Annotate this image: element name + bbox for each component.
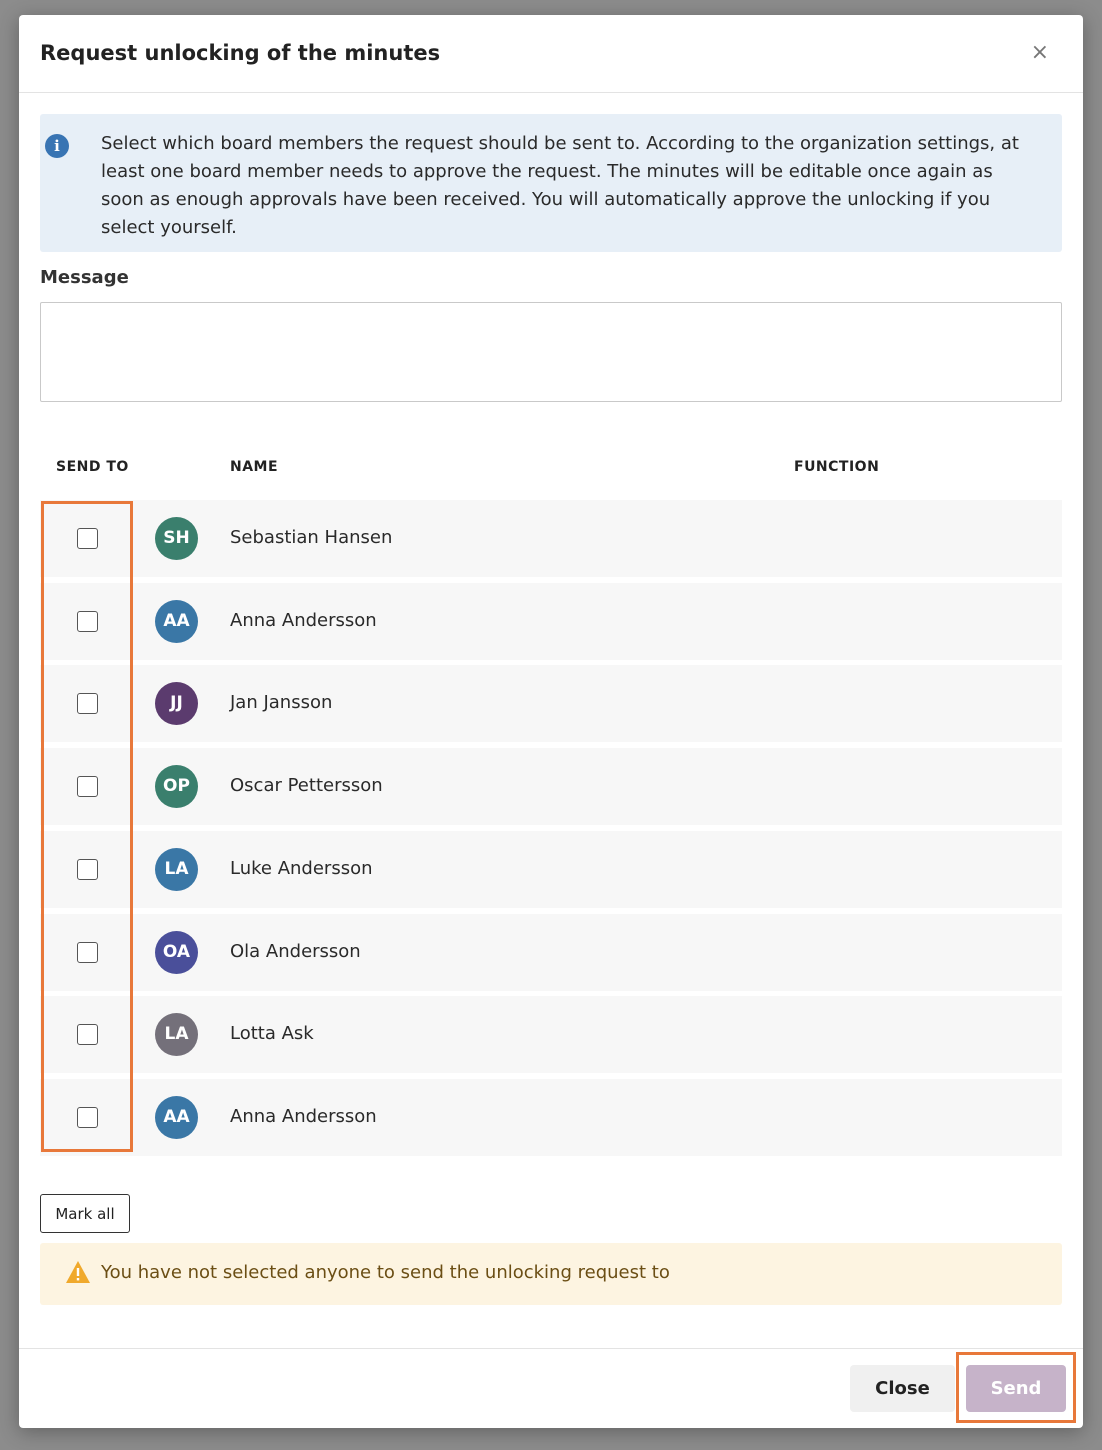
table-row: [40, 831, 1062, 908]
send-to-checkbox[interactable]: [77, 1107, 98, 1128]
warning-icon: [65, 1260, 91, 1284]
avatar: LA: [155, 848, 198, 891]
info-icon: i: [45, 134, 69, 158]
member-name: Luke Andersson: [230, 857, 373, 879]
table-row: [40, 748, 1062, 825]
table-row: [40, 996, 1062, 1073]
send-button[interactable]: Send: [966, 1365, 1066, 1412]
close-icon[interactable]: ×: [1030, 40, 1049, 65]
member-name: Anna Andersson: [230, 1105, 377, 1127]
mark-all-button[interactable]: Mark all: [40, 1194, 130, 1233]
table-row: [40, 1079, 1062, 1156]
member-name: Anna Andersson: [230, 609, 377, 631]
table-row: [40, 500, 1062, 577]
send-to-checkbox[interactable]: [77, 528, 98, 549]
dialog-header: [19, 15, 1083, 93]
member-name: Ola Andersson: [230, 940, 361, 962]
message-input[interactable]: [40, 302, 1062, 402]
send-to-checkbox[interactable]: [77, 859, 98, 880]
send-to-checkbox[interactable]: [77, 693, 98, 714]
table-row: [40, 914, 1062, 991]
avatar: OP: [155, 765, 198, 808]
unlock-request-dialog: [19, 15, 1083, 1428]
table-row: [40, 665, 1062, 742]
avatar: AA: [155, 600, 198, 643]
close-button[interactable]: Close: [850, 1365, 955, 1412]
info-notice: [40, 114, 1062, 252]
message-label: Message: [40, 267, 129, 288]
column-header-send-to: SEND TO: [56, 459, 129, 475]
member-name: Oscar Pettersson: [230, 775, 383, 797]
warning-text: You have not selected anyone to send the unlocking request to: [101, 1262, 670, 1283]
dialog-title: Request unlocking of the minutes: [40, 41, 441, 65]
member-name: Sebastian Hansen: [230, 527, 393, 548]
avatar: SH: [155, 517, 198, 560]
member-name: Lotta Ask: [230, 1023, 314, 1045]
send-to-checkbox[interactable]: [77, 942, 98, 963]
avatar: LA: [155, 1013, 198, 1056]
avatar: OA: [155, 931, 198, 974]
avatar: JJ: [155, 682, 198, 725]
send-to-checkbox[interactable]: [77, 1024, 98, 1045]
send-to-checkbox[interactable]: [77, 776, 98, 797]
avatar: AA: [155, 1096, 198, 1139]
table-row: [40, 583, 1062, 660]
send-to-checkbox[interactable]: [77, 611, 98, 632]
column-header-function: FUNCTION: [794, 459, 880, 475]
member-name: Jan Jansson: [230, 692, 333, 714]
column-header-name: NAME: [230, 459, 279, 475]
warning-notice: [40, 1243, 1062, 1305]
info-text: Select which board members the request should be sent to. According to the organization settings, at least one board member needs to approve the request. The minutes will be editable once again as soon as enough approvals have been received. You will automatically approve the unlocking if you select yourself.: [101, 133, 1019, 238]
